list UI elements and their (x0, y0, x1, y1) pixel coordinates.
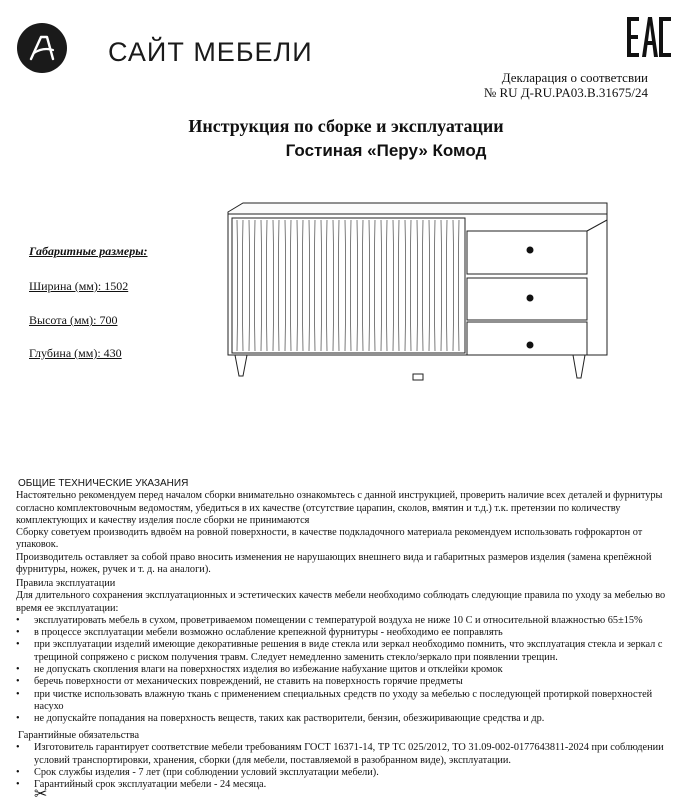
bullet-icon: • (16, 627, 20, 639)
rules-section (16, 578, 676, 726)
declaration (484, 70, 648, 100)
rules-heading: Правила эксплуатации (16, 578, 116, 589)
rules-intro: Для длительного сохранения эксплуатационных и эстетических качеств мебели необходимо соблюдать следующие правила по уходу за мебелью во время ее эксплуатации: (16, 590, 666, 614)
drawer-1-knob (527, 247, 534, 254)
general-paragraph-3: Производитель оставляет за собой право вносить изменения не нарушающих внешнего вида и габаритных размеров изделия (замена крепёжной фурнитуры, ножек, ручек и т. д. на аналоги). (16, 551, 652, 576)
list-item: • эксплуатировать мебель в сухом, проветриваемом помещении с температурой воздуха не ниже 10 С и относительной влажностью 65±15% (16, 614, 643, 626)
brand-logo-icon (17, 23, 67, 73)
general-section (16, 478, 676, 576)
bullet-icon: • (16, 639, 20, 651)
leg-center (413, 374, 423, 380)
dimensions-heading: Габаритные размеры: (29, 244, 148, 258)
eac-certification-mark (626, 15, 672, 60)
list-item: • в процессе эксплуатации мебели возможно ослабление крепежной фурнитуры - необходимо ее поправлять (16, 627, 503, 639)
dimension-width: Ширина (мм): 1502 (29, 279, 129, 293)
warranty-section (16, 730, 676, 791)
bullet-icon: • (16, 664, 20, 676)
bullet-icon: • (16, 614, 20, 626)
general-paragraph-2: Сборку советуем производить вдвоём на ровной поверхности, в качестве подкладочного материала рекомендуем использовать гофрокартон от упаковок. (16, 527, 643, 551)
drawer-1 (467, 231, 587, 274)
drawer-side (587, 220, 607, 231)
list-item: • при чистке использовать влажную ткань с применением специальных средств по уходу за мебелью с последующей протиркой поверхностей насухо (16, 688, 653, 712)
list-item: • при эксплуатации изделий имеющие декоративные решения в виде стекла или зеркал необходимо помнить, что эксплуатация стекла и зеркал с трещиной сопряжено с риском получения травм. Следует немедленно заменить стекло/зеркало при появлении трещин. (16, 639, 663, 663)
bullet-icon: • (16, 766, 20, 778)
dimension-depth: Глубина (мм): 430 (29, 346, 122, 360)
warranty-heading: Гарантийные обязательства (18, 730, 140, 741)
list-item: • не допускать скопления влаги на поверхностях изделия во избежание набухание щитов и отклейки кромок (16, 664, 503, 676)
declaration-number: № RU Д-RU.PA03.B.31675/24 (483, 85, 648, 100)
bullet-icon: • (16, 742, 20, 754)
bullet-icon: • (16, 779, 20, 791)
scissors-icon: ✂ (34, 786, 48, 803)
dimension-height: Высота (мм): 700 (29, 313, 118, 327)
list-item: • беречь поверхности от механических повреждений, не ставить на поверхность горячие предметы (16, 676, 463, 688)
brand-name: САЙТ МЕБЕЛИ (108, 37, 313, 67)
list-item: • не допускайте попадания на поверхность веществ, таких как растворители, бензин, обезжиривающие средства и др. (16, 713, 545, 725)
dresser-top (228, 203, 607, 214)
list-item: • Срок службы изделия - 7 лет (при соблюдении условий эксплуатации мебели). (16, 766, 379, 778)
bullet-icon: • (16, 688, 20, 700)
drawer-3 (467, 322, 587, 355)
list-item: • Гарантийный срок эксплуатации мебели - 24 месяца. (16, 779, 267, 791)
dresser-drawing (225, 200, 610, 390)
declaration-line1: Декларация о соответсвии (501, 70, 648, 85)
drawer-3-knob (527, 342, 534, 349)
product-subtitle: Гостиная «Перу» Комод (285, 141, 487, 160)
bullet-icon: • (16, 713, 20, 725)
page-title: Инструкция по сборке и эксплуатации (188, 116, 504, 136)
list-item: • Изготовитель гарантирует соответствие мебели требованиям ГОСТ 16371-14, ТР ТС 025/2012, ТО 31.09-002-0177643811-2024 при соблюдении условий транспортировки, хранения, сборки (для мебели, поставляемой в разобранном виде), эксплуатации. (16, 742, 664, 766)
drawer-2-knob (527, 295, 534, 302)
leg-right (573, 355, 585, 378)
general-paragraph-1: Настоятельно рекомендуем перед началом сборки внимательно ознакомьтесь с данной инструкцией, проверить наличие всех деталей и фурнитуры согласно комплектовочным ведомостям, убедиться в их качестве (отсутствие царапин, сколов, вмятин и т.д.) т.к. претензии по количеству комплектующих и качеству изделия после сборки не принимаются (16, 490, 663, 526)
general-heading: ОБЩИЕ ТЕХНИЧЕСКИЕ УКАЗАНИЯ (18, 478, 189, 489)
bullet-icon: • (16, 676, 20, 688)
leg-left (235, 355, 247, 376)
